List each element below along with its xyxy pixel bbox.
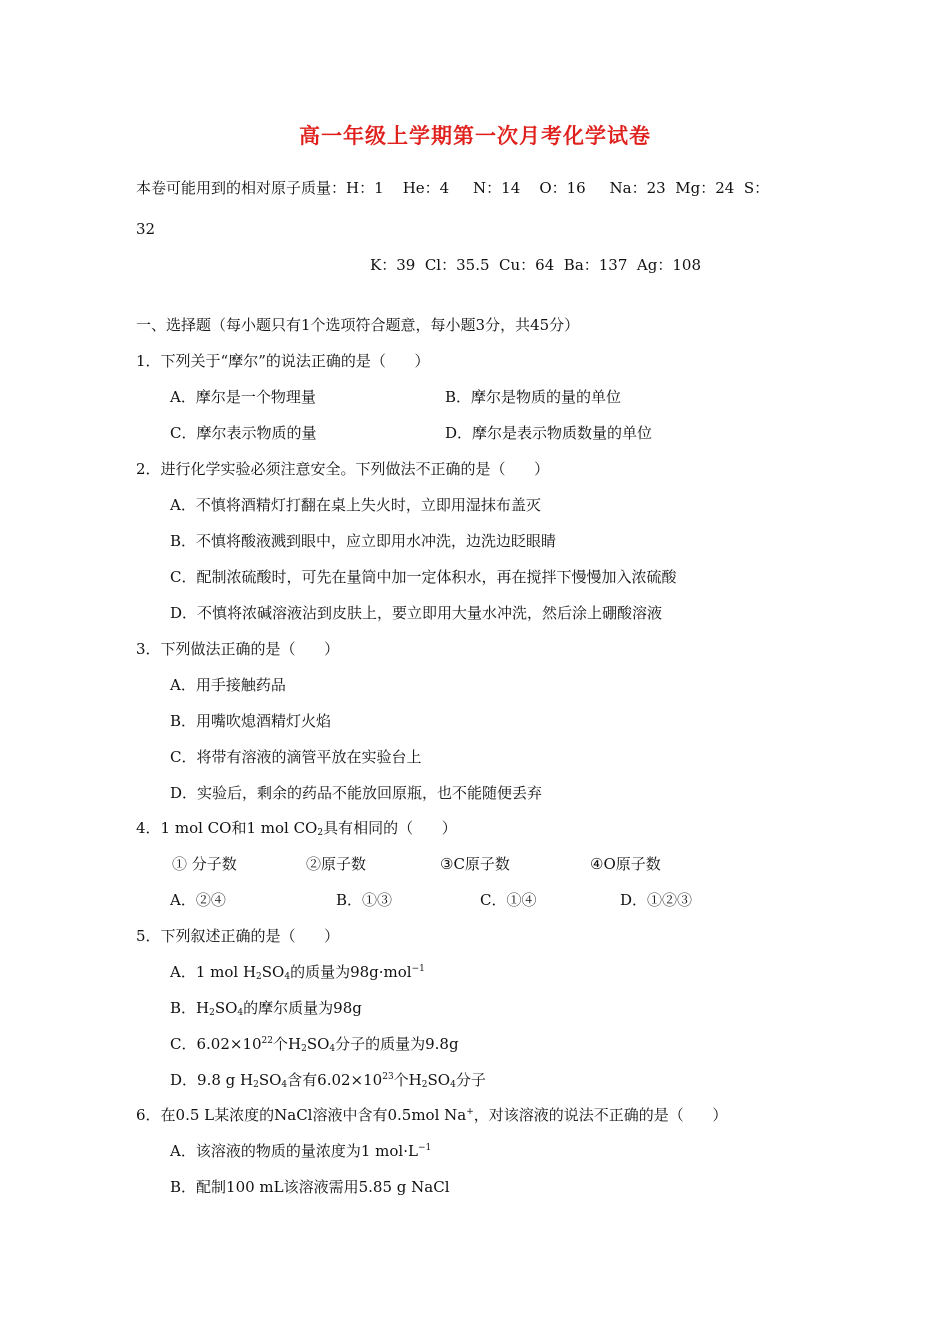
superscript: −1 bbox=[417, 1143, 432, 1153]
subscript: 4 bbox=[329, 1044, 336, 1054]
section-heading: 一、选择题（每小题只有1个选项符合题意，每小题3分，共45分） bbox=[136, 316, 580, 334]
question-2-stem: 2．进行化学实验必须注意安全。下列做法不正确的是（ ） bbox=[136, 460, 550, 478]
subscript: 4 bbox=[237, 1008, 244, 1018]
atomic-mass-line-3: K：39 Cl：35.5 Cu：64 Ba：137 Ag：108 bbox=[370, 256, 701, 274]
subscript: 4 bbox=[284, 972, 291, 982]
text: SO bbox=[261, 963, 285, 981]
superscript: 23 bbox=[382, 1072, 394, 1082]
text: 分子的质量为9.8g bbox=[335, 1035, 459, 1053]
subscript: 4 bbox=[450, 1080, 456, 1090]
question-4-item-1: ① 分子数 bbox=[172, 855, 237, 873]
superscript: 22 bbox=[261, 1036, 273, 1046]
question-5-option-a bbox=[170, 962, 425, 982]
subscript: 4 bbox=[281, 1080, 288, 1090]
question-3-option-b: B．用嘴吹熄酒精灯火焰 bbox=[170, 712, 332, 730]
question-1-stem: 1．下列关于“摩尔”的说法正确的是（ ） bbox=[136, 352, 430, 370]
question-2-option-c: C．配制浓硫酸时，可先在量筒中加一定体积水，再在搅拌下慢慢加入浓硫酸 bbox=[170, 568, 677, 586]
question-4-item-2: ②原子数 bbox=[306, 855, 367, 873]
subscript: 2 bbox=[317, 828, 324, 838]
question-4-option-d: D．①②③ bbox=[620, 891, 693, 909]
question-2-option-a: A．不慎将酒精灯打翻在桌上失火时，立即用湿抹布盖灭 bbox=[170, 496, 541, 514]
subscript: 2 bbox=[421, 1080, 428, 1090]
exam-title: 高一年级上学期第一次月考化学试卷 bbox=[299, 124, 651, 148]
text: 6．在0.5 L某浓度的NaCl溶液中含有0.5mol Na bbox=[136, 1106, 467, 1124]
question-6-option-b: B．配制100 mL该溶液需用5.85 g NaCl bbox=[170, 1178, 450, 1196]
question-4-stem-text-end: 具有相同的（ ） bbox=[323, 819, 457, 837]
text: 分子 bbox=[455, 1071, 486, 1089]
text: 个H bbox=[272, 1035, 302, 1053]
question-1-option-d: D．摩尔是表示物质数量的单位 bbox=[445, 424, 653, 442]
text: SO bbox=[214, 999, 238, 1017]
subscript: 2 bbox=[209, 1008, 215, 1018]
text: A．1 mol H bbox=[170, 963, 257, 981]
superscript: + bbox=[466, 1107, 474, 1117]
atomic-mass-line-1: 本卷可能用到的相对原子质量：H：1 He：4 N：14 O：16 Na：23 Mg：24 S： bbox=[136, 179, 770, 197]
question-4-option-a: A．②④ bbox=[170, 891, 226, 909]
question-3-stem: 3．下列做法正确的是（ ） bbox=[136, 640, 340, 658]
question-5-stem: 5．下列叙述正确的是（ ） bbox=[136, 927, 340, 945]
superscript: −1 bbox=[411, 964, 425, 974]
atomic-mass-line-2: 32 bbox=[136, 220, 156, 238]
question-6-option-a bbox=[170, 1141, 431, 1161]
text: SO bbox=[306, 1035, 330, 1053]
question-2-option-b: B．不慎将酸液溅到眼中，应立即用水冲洗，边洗边眨眼睛 bbox=[170, 532, 557, 550]
question-1-option-a: A．摩尔是一个物理量 bbox=[170, 388, 316, 406]
question-4-option-b: B．①③ bbox=[336, 891, 393, 909]
question-6-stem bbox=[136, 1105, 727, 1125]
subscript: 2 bbox=[253, 1080, 259, 1090]
question-3-option-d: D．实验后，剩余的药品不能放回原瓶，也不能随便丢弃 bbox=[170, 784, 543, 802]
subscript: 2 bbox=[301, 1044, 307, 1054]
text: D．9.8 g H bbox=[170, 1071, 254, 1089]
text: 的质量为98g·mol bbox=[290, 963, 412, 981]
text: 含有6.02×10 bbox=[287, 1071, 383, 1089]
question-5-option-d bbox=[170, 1070, 486, 1090]
question-5-option-c bbox=[170, 1034, 459, 1054]
text: SO bbox=[258, 1071, 282, 1089]
question-2-option-d: D．不慎将浓碱溶液沾到皮肤上，要立即用大量水冲洗，然后涂上硼酸溶液 bbox=[170, 604, 663, 622]
question-3-option-c: C．将带有溶液的滴管平放在实验台上 bbox=[170, 748, 422, 766]
question-4-stem bbox=[136, 818, 457, 838]
text: C．6.02×10 bbox=[170, 1035, 262, 1053]
text: B．H bbox=[170, 999, 210, 1017]
question-4-item-3: ③C原子数 bbox=[440, 855, 510, 873]
question-5-option-b bbox=[170, 998, 362, 1018]
text: 个H bbox=[393, 1071, 422, 1089]
subscript: 2 bbox=[256, 972, 262, 982]
text: ，对该溶液的说法不正确的是（ ） bbox=[473, 1106, 728, 1124]
question-1-option-b: B．摩尔是物质的量的单位 bbox=[445, 388, 622, 406]
text: SO bbox=[427, 1071, 451, 1089]
question-4-option-c: C．①④ bbox=[480, 891, 537, 909]
question-4-item-4: ④O原子数 bbox=[590, 855, 661, 873]
question-3-option-a: A．用手接触药品 bbox=[170, 676, 286, 694]
question-4-stem-text: 4．1 mol CO和1 mol CO bbox=[136, 819, 318, 837]
text: 的摩尔质量为98g bbox=[243, 999, 362, 1017]
text: A．该溶液的物质的量浓度为1 mol·L bbox=[170, 1142, 418, 1160]
question-1-option-c: C．摩尔表示物质的量 bbox=[170, 424, 317, 442]
